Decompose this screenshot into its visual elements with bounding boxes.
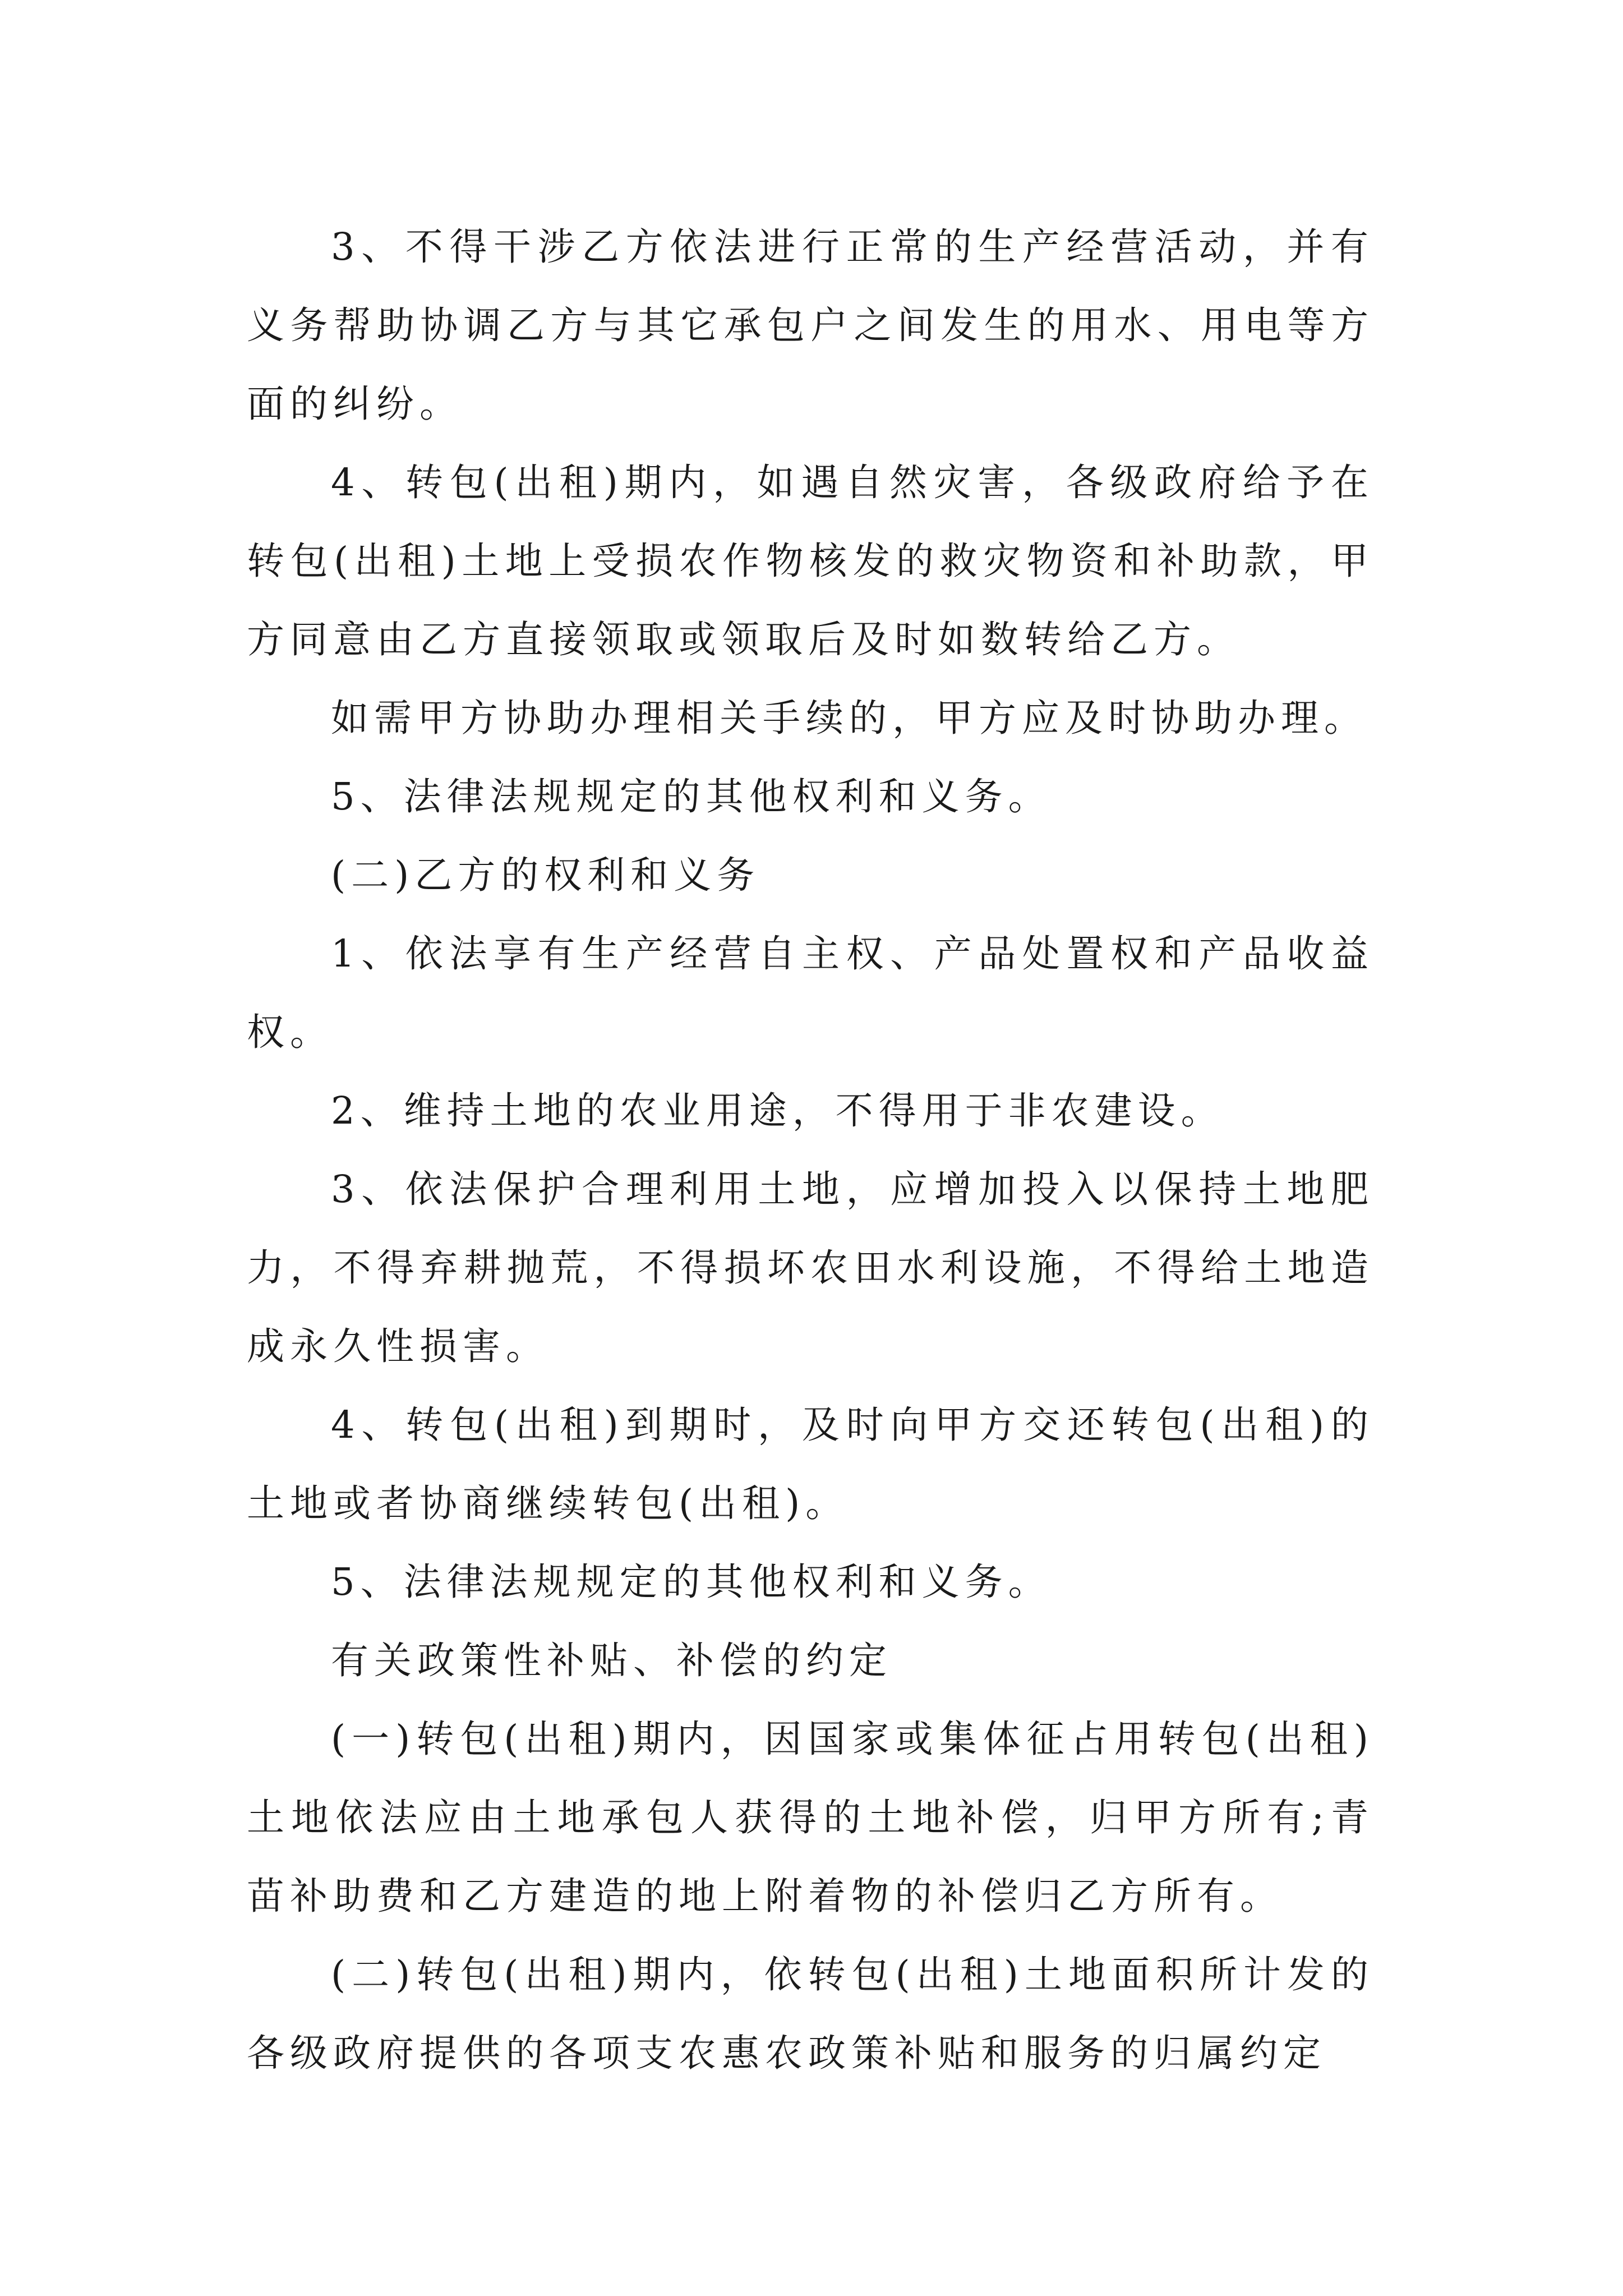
paragraph-production-autonomy: 1、依法享有生产经营自主权、产品处置权和产品收益权。 xyxy=(247,932,1374,1054)
paragraph-party-b-other-rights: 5、法律法规规定的其他权利和义务。 xyxy=(331,1560,1052,1604)
paragraph-land-expropriation: (一)转包(出租)期内，因国家或集体征占用转包(出租)土地依法应由土地承包人获得的土地补偿，归甲方所有;青苗补助费和乙方建造的地上附着物的补偿归乙方所有。 xyxy=(247,1717,1374,1918)
paragraph-return-land: 4、转包(出租)到期时，及时向甲方交还转包(出租)的土地或者协商继续转包(出租)。 xyxy=(247,1403,1374,1525)
paragraph-party-a-other-rights: 5、法律法规规定的其他权利和义务。 xyxy=(331,775,1052,818)
paragraph-assist-procedures: 如需甲方协助办理相关手续的，甲方应及时协助办理。 xyxy=(331,696,1367,740)
paragraph-disaster-relief: 4、转包(出租)期内，如遇自然灾害，各级政府给予在转包(出租)土地上受损农作物核发的救灾物资和补助款，甲方同意由乙方直接领取或领取后及时如数转给乙方。 xyxy=(247,461,1374,661)
paragraph-subsidy-ownership: (二)转包(出租)期内，依转包(出租)土地面积所计发的各级政府提供的各项支农惠农政策补贴和服务的归属约定 xyxy=(247,1953,1374,2075)
paragraph-party-a-no-interference: 3、不得干涉乙方依法进行正常的生产经营活动，并有义务帮助协调乙方与其它承包户之间发生的用水、用电等方面的纠纷。 xyxy=(247,225,1374,426)
paragraph-protect-land: 3、依法保护合理利用土地，应增加投入以保持土地肥力，不得弃耕抛荒，不得损坏农田水利设施，不得给土地造成永久性损害。 xyxy=(247,1167,1374,1368)
document-body xyxy=(247,208,1374,2092)
paragraph-agricultural-use: 2、维持土地的农业用途，不得用于非农建设。 xyxy=(331,1089,1224,1133)
heading-party-b-rights: (二)乙方的权利和义务 xyxy=(331,853,760,897)
heading-subsidy-compensation: 有关政策性补贴、补偿的约定 xyxy=(331,1639,892,1682)
